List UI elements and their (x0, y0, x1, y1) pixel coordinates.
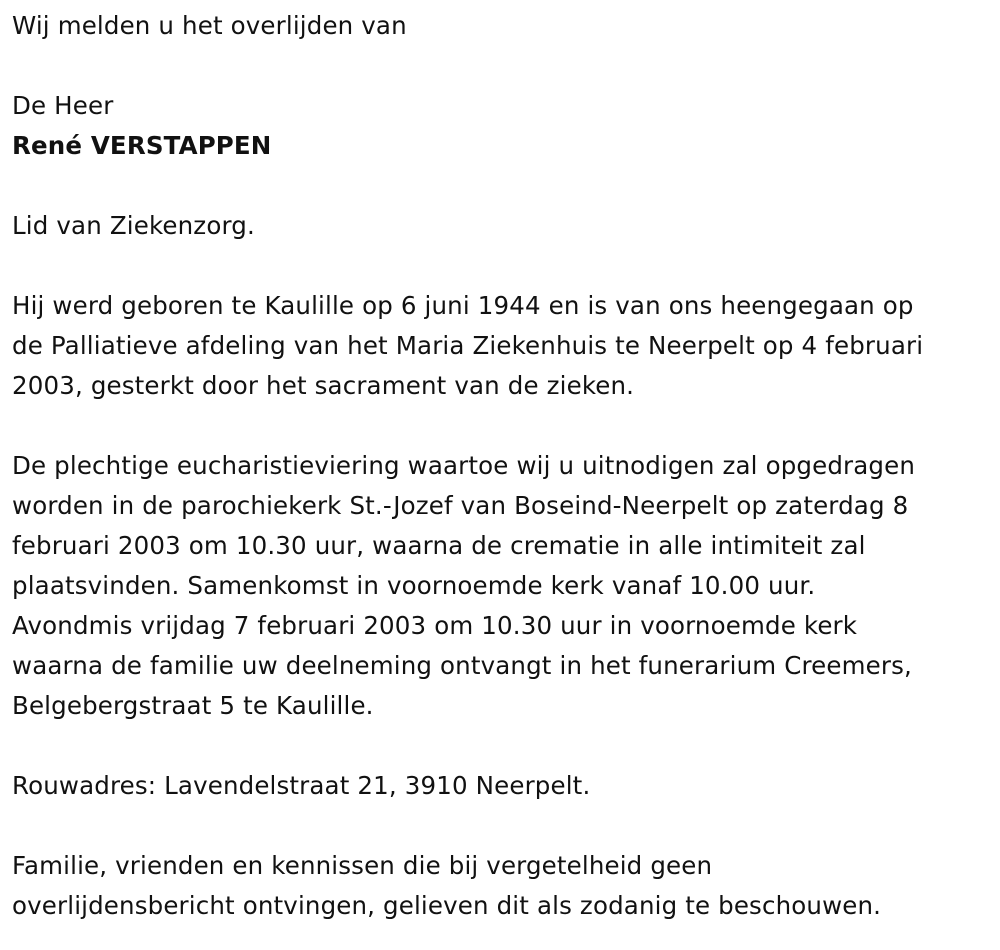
paragraph-line: plaatsvinden. Samenkomst in voornoemde kerk vanaf 10.00 uur. (12, 571, 816, 600)
paragraph-line: de Palliatieve afdeling van het Maria Ziekenhuis te Neerpelt op 4 februari (12, 331, 924, 360)
title-prefix: De Heer (12, 91, 114, 120)
paragraph-line: worden in de parochiekerk St.-Jozef van Boseind-Neerpelt op zaterdag 8 (12, 491, 909, 520)
paragraph-line: De plechtige eucharistieviering waartoe wij u uitnodigen zal opgedragen (12, 451, 916, 480)
paragraph-line: Avondmis vrijdag 7 februari 2003 om 10.30 uur in voornoemde kerk (12, 611, 858, 640)
spacer (12, 726, 1000, 766)
mourning-address: Rouwadres: Lavendelstraat 21, 3910 Neerpelt. (12, 771, 591, 800)
paragraph-line: overlijdensbericht ontvingen, gelieven dit als zodanig te beschouwen. (12, 891, 882, 920)
spacer (12, 806, 1000, 846)
deceased-name: René VERSTAPPEN (12, 131, 272, 160)
intro-text: Wij melden u het overlijden van (12, 11, 407, 40)
paragraph-line: Belgebergstraat 5 te Kaulille. (12, 691, 374, 720)
spacer (12, 246, 1000, 286)
spacer (12, 406, 1000, 446)
paragraph-line: Hij werd geboren te Kaulille op 6 juni 1944 en is van ons heengegaan op (12, 291, 914, 320)
closing-paragraph (12, 846, 1000, 926)
paragraph-line: februari 2003 om 10.30 uur, waarna de crematie in alle intimiteit zal (12, 531, 866, 560)
paragraph-line: waarna de familie uw deelneming ontvangt in het funerarium Creemers, (12, 651, 912, 680)
birth-death-paragraph (12, 286, 1000, 406)
spacer (12, 46, 1000, 86)
spacer (12, 166, 1000, 206)
membership-text: Lid van Ziekenzorg. (12, 211, 255, 240)
ceremony-paragraph (12, 446, 1000, 726)
paragraph-line: 2003, gesterkt door het sacrament van de zieken. (12, 371, 635, 400)
paragraph-line: Familie, vrienden en kennissen die bij vergetelheid geen (12, 851, 713, 880)
